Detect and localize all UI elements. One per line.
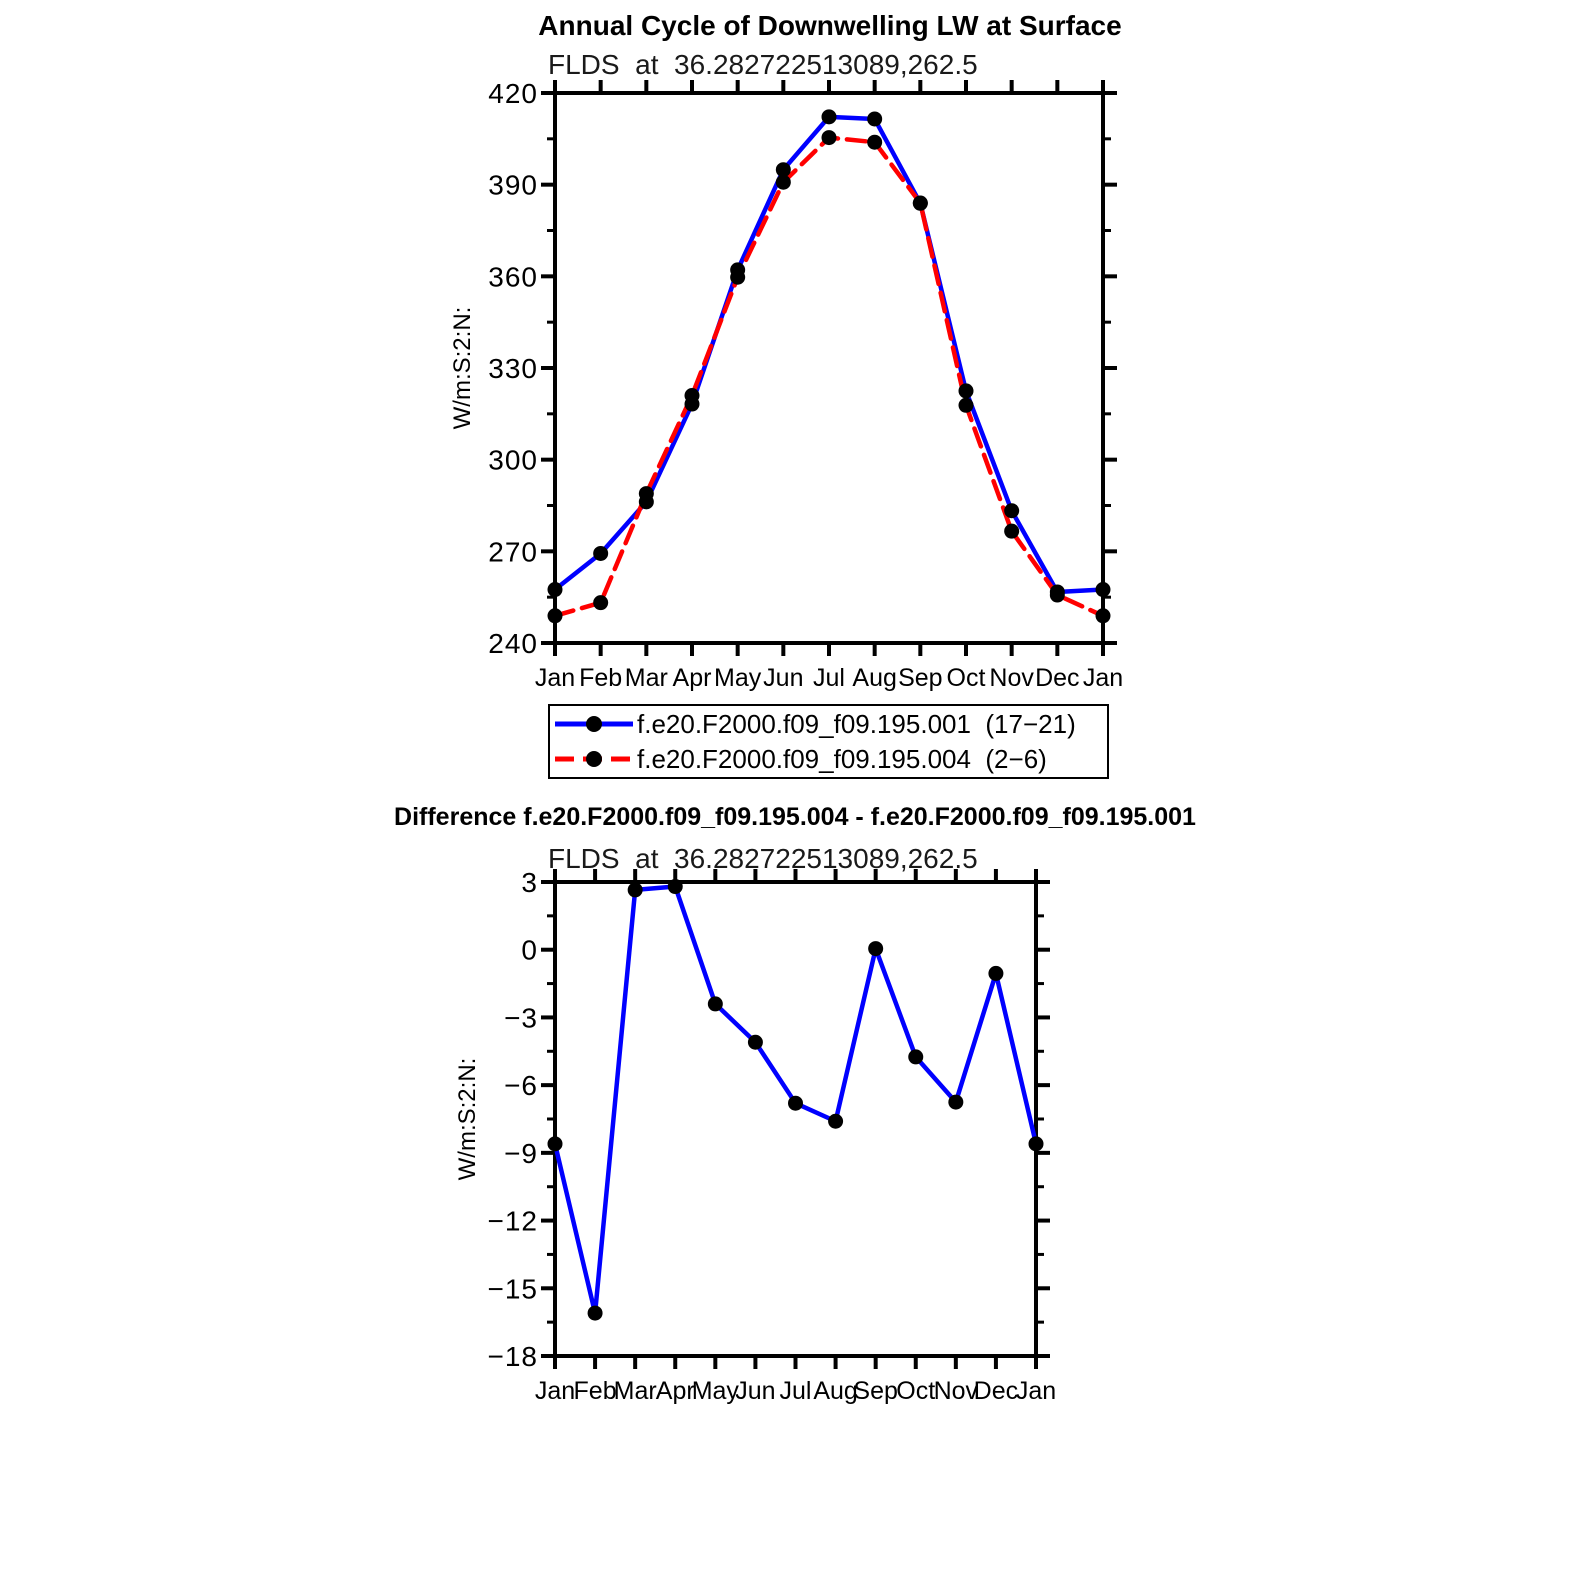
- series-markers-0: [548, 879, 1044, 1321]
- data-point-marker: [822, 109, 837, 124]
- x-tick-label: Nov: [933, 1377, 979, 1405]
- x-axis-ticks: [555, 80, 1103, 656]
- y-tick-label: −12: [487, 1205, 538, 1237]
- y-tick-label: 3: [521, 867, 538, 898]
- data-point-marker: [988, 966, 1003, 981]
- data-point-marker: [868, 941, 883, 956]
- data-point-marker: [1029, 1136, 1044, 1151]
- x-tick-label: Apr: [655, 1377, 695, 1405]
- data-point-marker: [1096, 608, 1111, 623]
- data-point-marker: [1096, 582, 1111, 597]
- legend-line-sample-solid-blue: [553, 713, 635, 735]
- data-point-marker: [867, 111, 882, 126]
- data-point-marker: [1004, 524, 1019, 539]
- legend-entry-series-004: [550, 742, 1107, 776]
- data-point-marker: [748, 1035, 763, 1050]
- legend-marker-dot-icon: [586, 751, 602, 767]
- top-chart-title: Annual Cycle of Downwelling LW at Surface: [538, 10, 1122, 41]
- series-line-0: [555, 117, 1103, 592]
- bottom-plot: [488, 867, 1057, 1405]
- data-point-marker: [948, 1095, 963, 1110]
- y-axis-tick-labels: [488, 78, 538, 659]
- data-point-marker: [708, 996, 723, 1011]
- x-tick-label: Jun: [763, 664, 804, 692]
- x-tick-label: Aug: [852, 664, 897, 692]
- legend-marker-dot-icon: [586, 716, 602, 732]
- y-axis-major-ticks: [541, 882, 1050, 1356]
- y-axis-minor-ticks: [547, 916, 1044, 1322]
- data-point-marker: [776, 175, 791, 190]
- y-tick-label: 0: [521, 934, 538, 966]
- y-tick-label: 300: [488, 444, 538, 476]
- x-tick-label: Jun: [735, 1377, 776, 1405]
- y-tick-label: 390: [488, 169, 538, 201]
- legend-label-series-004: f.e20.F2000.f09_f09.195.004 (2−6): [637, 743, 1047, 774]
- x-axis-ticks: [555, 869, 1036, 1369]
- x-tick-label: Dec: [973, 1377, 1019, 1405]
- series-line-1: [555, 138, 1103, 616]
- x-tick-label: Oct: [946, 664, 986, 692]
- x-tick-label: Jan: [534, 1377, 576, 1405]
- bottom-chart-y-axis-label: W/m:S:2:N:: [454, 1057, 481, 1181]
- x-tick-label: Sep: [853, 1377, 898, 1405]
- data-point-marker: [593, 546, 608, 561]
- x-tick-label: Jul: [813, 664, 845, 692]
- y-tick-label: 330: [488, 353, 538, 384]
- bottom-chart-subtitle: FLDS at 36.282722513089,262.5: [548, 843, 978, 874]
- x-tick-label: Feb: [579, 664, 623, 692]
- data-point-marker: [730, 270, 745, 285]
- y-tick-label: 360: [488, 261, 538, 293]
- legend-entry-series-001: [550, 707, 1107, 741]
- data-point-marker: [788, 1096, 803, 1111]
- x-tick-label: Nov: [989, 664, 1034, 692]
- y-tick-label: −3: [504, 1002, 538, 1034]
- data-point-marker: [685, 388, 700, 403]
- data-point-marker: [867, 135, 882, 150]
- top-chart-y-axis-label: W/m:S:2:N:: [449, 306, 476, 430]
- x-tick-label: Jan: [1082, 664, 1124, 692]
- x-tick-label: Feb: [573, 1377, 617, 1405]
- x-tick-label: Jul: [779, 1377, 812, 1405]
- x-tick-label: Dec: [1035, 664, 1080, 692]
- x-tick-label: Apr: [672, 664, 712, 692]
- data-point-marker: [959, 398, 974, 413]
- data-point-marker: [628, 882, 643, 897]
- x-tick-label: Mar: [613, 1377, 657, 1405]
- data-point-marker: [1050, 588, 1065, 603]
- y-tick-label: 240: [488, 628, 538, 659]
- legend-line-sample-dashed-red: [553, 748, 635, 770]
- data-point-marker: [548, 1136, 563, 1151]
- x-tick-label: Jan: [1015, 1377, 1057, 1405]
- data-point-marker: [913, 196, 928, 211]
- data-point-marker: [959, 383, 974, 398]
- top-plot: [488, 78, 1123, 692]
- data-point-marker: [908, 1049, 923, 1064]
- x-axis-tick-labels: [535, 664, 1123, 692]
- data-point-marker: [639, 486, 654, 501]
- y-tick-label: −9: [504, 1137, 538, 1169]
- y-tick-label: 270: [488, 536, 538, 568]
- y-tick-label: −6: [504, 1070, 538, 1102]
- data-point-marker: [548, 582, 563, 597]
- x-axis-tick-labels: [535, 1377, 1056, 1405]
- y-tick-label: 420: [488, 78, 538, 109]
- data-point-marker: [828, 1114, 843, 1129]
- x-tick-label: Jan: [534, 664, 576, 692]
- x-tick-label: May: [714, 664, 762, 692]
- x-tick-label: Oct: [896, 1377, 936, 1405]
- y-tick-label: −15: [487, 1273, 538, 1305]
- data-point-marker: [593, 595, 608, 610]
- x-tick-label: Aug: [813, 1377, 858, 1405]
- legend-label-series-001: f.e20.F2000.f09_f09.195.001 (17−21): [637, 708, 1076, 739]
- y-tick-label: −18: [487, 1341, 538, 1372]
- x-tick-label: May: [691, 1377, 739, 1405]
- data-point-marker: [548, 608, 563, 623]
- top-chart-subtitle: FLDS at 36.282722513089,262.5: [548, 49, 978, 80]
- y-axis-tick-labels: [488, 867, 539, 1372]
- x-tick-label: Sep: [898, 664, 943, 692]
- bottom-chart-title: Difference f.e20.F2000.f09_f09.195.004 - f.e20.F2000.f09_f09.195.001: [394, 803, 1196, 831]
- data-point-marker: [588, 1306, 603, 1321]
- data-point-marker: [822, 130, 837, 145]
- legend-box: [548, 704, 1109, 779]
- data-point-marker: [668, 879, 683, 894]
- plot-frame: [555, 93, 1103, 643]
- x-tick-label: Mar: [624, 664, 668, 692]
- data-point-marker: [1004, 503, 1019, 518]
